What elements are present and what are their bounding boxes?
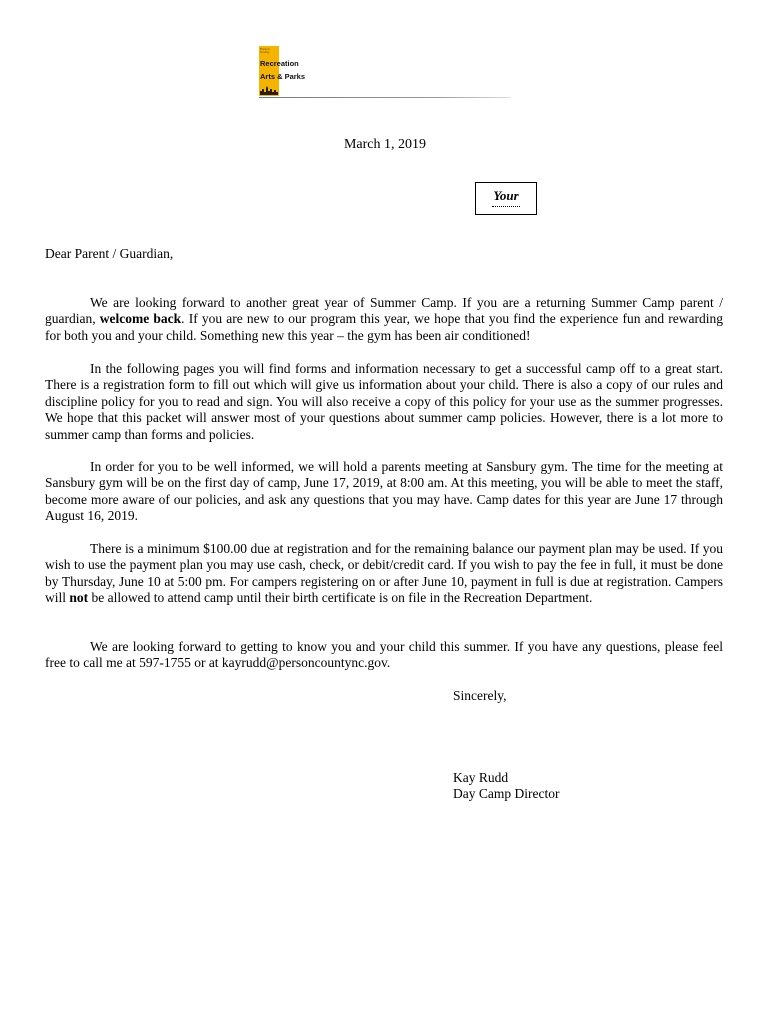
p1-text-a: We are looking forward to another great year of Summer Camp. If you are a returning Summer Camp parent / guardian,: [45, 295, 723, 327]
signer-title: Day Camp Director: [453, 786, 560, 802]
p1-bold-welcome-back: welcome back: [99, 311, 182, 327]
paragraph-payment: [45, 541, 723, 607]
salutation: Dear Parent / Guardian,: [45, 246, 174, 261]
logo-word-recreation: Recreation: [260, 59, 299, 68]
p4-bold-not: not: [69, 590, 89, 606]
p4-text-c: be allowed to attend camp until their birth certificate is on file in the Recreation Department.: [88, 590, 593, 606]
paragraph-forms: [45, 361, 723, 443]
p4-text-a: There is a minimum $100.00 due at registration and for the remaining balance our payment plan may be used. If you wish to use the payment plan you may use cash, check, or debit/credit card. If you wish to pay the fee in full, it must be done by Thursday, June 10 at 5:00 pm. For campers registering on or after June 10, payment in full is due at registration. Campers will: [45, 541, 723, 606]
letterhead-rule: [259, 97, 511, 98]
paragraph-welcome: [45, 295, 723, 344]
signature-block: [453, 770, 559, 803]
p3-text: In order for you to be well informed, we will hold a parents meeting at Sansbury gym. The time for the meeting at Sansbury gym will be on the first day of camp, June 17, 2019, at 8:00 am. At this meeting, you will be able to meet the staff, become more aware of our policies, and ask any questions that you may have. Camp dates for this year are June 17 through August 16, 2019.: [45, 459, 723, 524]
paragraph-meeting: [45, 459, 723, 525]
logo-word-arts-parks: Arts & Parks: [260, 72, 306, 81]
paragraph-contact: [45, 639, 723, 672]
p2-text: In the following pages you will find forms and information necessary to get a successful camp off to a great start. There is a registration form to fill out which will give us information about your child. There is also a copy of our rules and discipline policy for you to read and sign. You will also receive a copy of this policy for your use as the summer progresses. We hope that this packet will answer most of your questions about summer camp policies. However, there is a lot more to summer camp than forms and policies.: [45, 361, 723, 442]
your-badge-box: [475, 182, 537, 215]
logo-yellow-block: [259, 46, 279, 96]
signer-name: Kay Rudd: [453, 770, 509, 785]
closing-sincerely: Sincerely,: [453, 688, 507, 703]
p1-text-c: . If you are new to our program this year, we hope that you find the experience fun and rewarding for both you and your child. Something new this year – the gym has been air conditioned!: [45, 311, 723, 343]
logo-small-text: Person County: [260, 47, 270, 54]
recreation-arts-parks-logo: [259, 46, 329, 96]
logo-skyline-icon: [260, 86, 278, 95]
p5-text: We are looking forward to getting to know you and your child this summer. If you have any questions, please feel free to call me at 597-1755 or at kayrudd@personcountync.gov.: [45, 639, 723, 671]
letter-date: March 1, 2019: [343, 137, 427, 152]
badge-cut-line: [492, 206, 520, 210]
badge-text: Your: [493, 188, 519, 203]
